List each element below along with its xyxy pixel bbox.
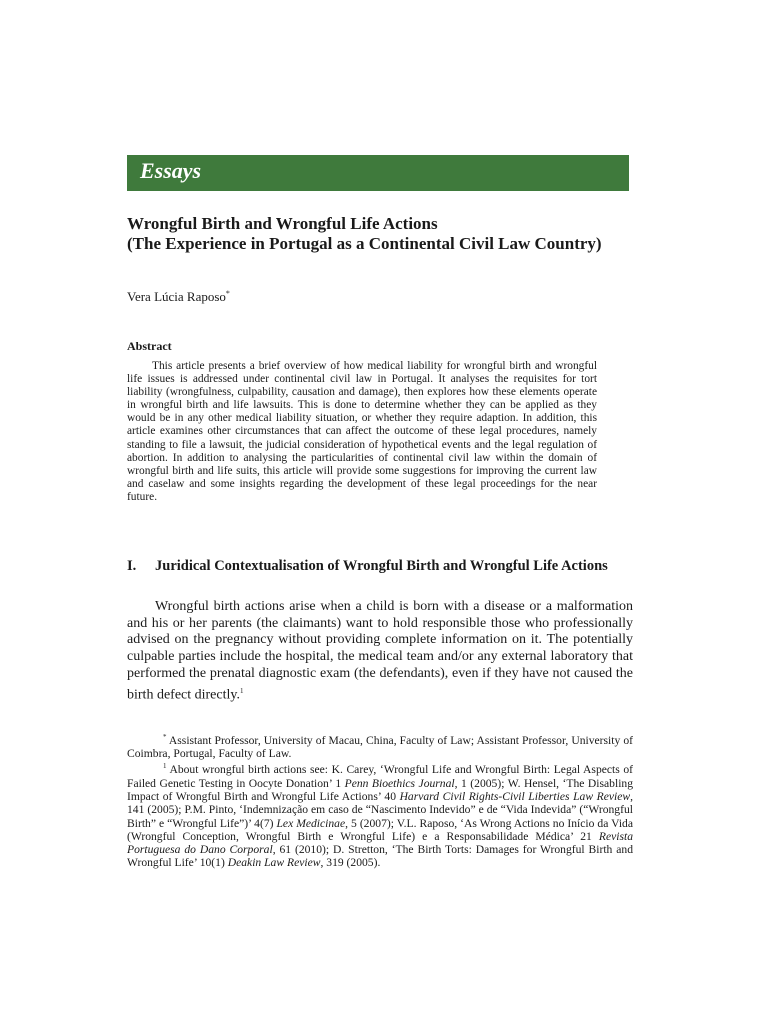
section-banner	[127, 155, 629, 191]
section-title: Juridical Contextualisation of Wrongful Birth and Wrongful Life Actions	[155, 558, 608, 574]
section-body-text: Wrongful birth actions arise when a child is born with a disease or a malformation and his or her parents (the claimants) want to hold responsible those who professionally advised on the pregnancy without providing complete information on it. The potentially culpable parties include the hospital, the medical team and/or any external laboratory that performed the prenatal diagnostic exam (the defendants), even if they have not caused the birth defect directly.	[127, 599, 633, 703]
abstract-body: This article presents a brief overview of how medical liability for wrongful birth and wrongful life issues is addressed under continental civil law in Portugal. It analyses the requisites for tort liability (wrongfulness, culpability, causation and damage), then explores how these elements operate in wrongful birth and life lawsuits. This is done to determine whether they can be applied as they would be in any other medical liability situation, or whether they require adaption. In addition, this article examines other circumstances that can affect the outcome of these legal procedures, namely standing to file a lawsuit, the judicial consideration of hypothetical events and the legal regulation of abortion. In addition to analysing the particularities of continental civil law within the domain of wrongful birth and life suits, this article will provide some suggestions for improving the current law and caselaw and some insights regarding the development of these legal proceedings for the near future.	[127, 360, 597, 503]
abstract-heading: Abstract	[127, 339, 172, 353]
footnote-1-text: , 1 (2005); W. Hensel, ‘The Disabling Impact of Wrongful Birth and Wrongful Life Actions’ 40	[127, 776, 634, 803]
journal-title: Harvard Civil Rights-Civil Liberties Law Review	[399, 789, 631, 803]
journal-title: Deakin Law Review	[227, 856, 321, 870]
banner-title: Essays	[140, 158, 202, 183]
footnotes	[127, 731, 633, 870]
article-title-line-2: (The Experience in Portugal as a Continental Civil Law Country)	[127, 234, 602, 253]
footnote-1-mark: 1	[163, 762, 167, 771]
section-number: I.	[127, 558, 137, 574]
author-name: Vera Lúcia Raposo	[127, 289, 226, 304]
footnote-1-text: , 61 (2010); D. Stretton, ‘The Birth Torts: Damages for Wrongful Birth and Wrongful Life’ 10(1)	[127, 843, 633, 870]
article-title	[127, 214, 637, 254]
footnote-1	[127, 760, 633, 869]
footnote-1-text: About wrongful birth actions see: K. Carey, ‘Wrongful Life and Wrongful Birth: Legal Aspects of Failed Genetic Testing in Oocyte Donation’ 1	[127, 763, 634, 790]
author-footnote-mark: *	[225, 289, 230, 298]
journal-title: Lex Medicinae	[276, 816, 346, 830]
article-title-line-1: Wrongful Birth and Wrongful Life Actions	[127, 214, 438, 233]
footnote-1-text: , 319 (2005).	[320, 856, 381, 870]
footnote-ref-1: 1	[239, 686, 244, 695]
footnote-star-text: Assistant Professor, University of Macau, China, Faculty of Law; Assistant Professor, University of Coimbra, Portugal, Faculty of Law.	[127, 733, 633, 761]
author	[127, 289, 230, 305]
footnote-1-text: , 5 (2007); V.L. Raposo, ‘As Wrong Actions no Início da Vida (Wrongful Conception, Wrongful Birth e Wrongful Life) e a Responsabilidade Médica’ 21	[127, 816, 633, 843]
section-heading	[127, 558, 635, 575]
footnote-star-mark: *	[163, 733, 167, 741]
footnote-star	[127, 731, 633, 760]
journal-title: Penn Bioethics Journal	[344, 776, 455, 790]
section-body	[127, 599, 633, 704]
journal-title: Revista Portuguesa do Dano Corporal	[127, 829, 633, 857]
footnote-1-text: , 141 (2005); P.M. Pinto, ‘Indemnização em caso de “Nascimento Indevido” e de “Vida Indevida” (“Wrongful Birth” e “Wrongful Life”)’ 4(7)	[127, 789, 633, 830]
